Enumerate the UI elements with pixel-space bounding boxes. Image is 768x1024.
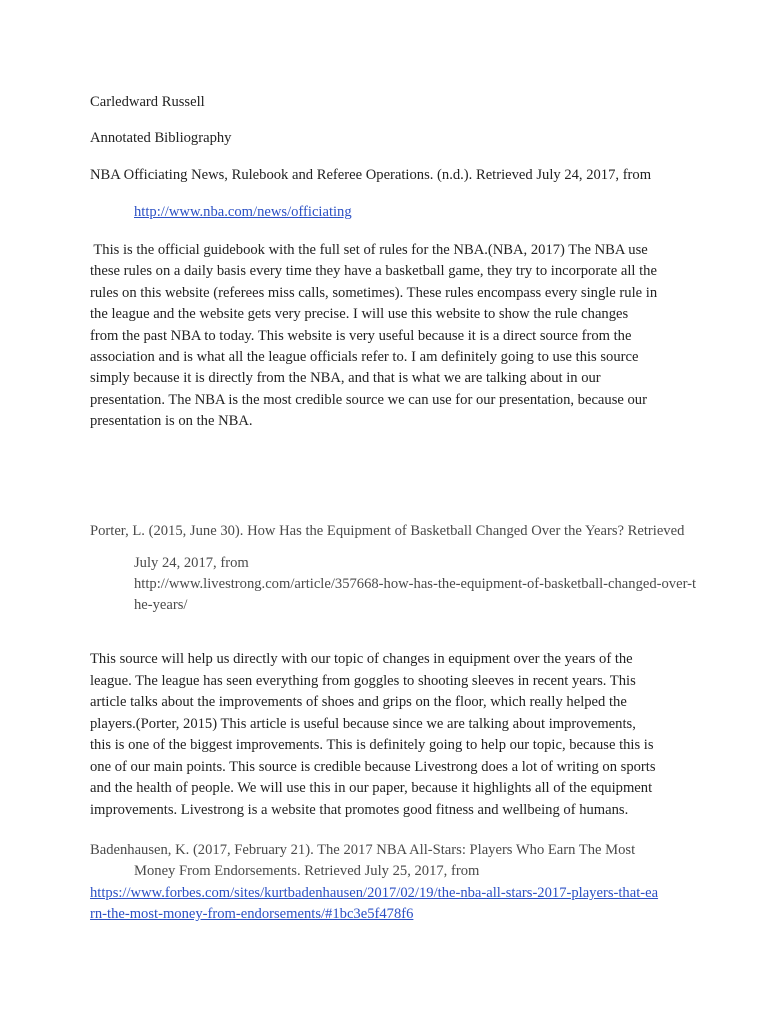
annotation-nba: [90, 240, 657, 433]
document-title: Annotated Bibliography: [90, 130, 232, 146]
citation-url-porter-cont: he-years/: [134, 597, 188, 613]
annotation-line: article talks about the improvements of shoes and grips on the floor, which really helped the: [90, 694, 627, 710]
annotation-line: players.(Porter, 2015) This article is useful because since we are talking about improvements,: [90, 715, 636, 732]
author-name: Carledward Russell: [90, 94, 205, 110]
annotation-line: these rules on a daily basis every time they have a basketball game, they try to incorporate all the: [90, 263, 657, 280]
annotation-line: this is one of the biggest improvements. This is definitely going to help our topic, because this is: [90, 737, 654, 753]
citation-url-porter: http://www.livestrong.com/article/357668-how-has-the-equipment-of-basketball-changed-over-t: [134, 576, 697, 592]
annotation-line: presentation is on the NBA.: [90, 413, 253, 430]
annotation-line: from the past NBA to today. This website is very useful because it is a direct source from the: [90, 327, 632, 344]
annotation-line: improvements. Livestrong is a website that promotes good fitness and wellbeing of humans.: [90, 801, 629, 818]
annotation-line: rules on this website (referees miss calls, sometimes). These rules encompass every single rule in: [90, 284, 658, 301]
annotation-line: presentation. The NBA is the most credible source we can use for our presentation, because our: [90, 391, 647, 408]
citation-porter-retrieved: July 24, 2017, from: [134, 555, 249, 571]
citation-badenhausen: Badenhausen, K. (2017, February 21). The 2017 NBA All-Stars: Players Who Earn The Most: [90, 842, 636, 858]
annotation-line: and the health of people. We will use this in our paper, because it highlights all of the equipment: [90, 780, 653, 796]
citation-porter: Porter, L. (2015, June 30). How Has the Equipment of Basketball Changed Over the Years? Retrieved: [90, 523, 685, 539]
citation-nba-officiating: NBA Officiating News, Rulebook and Referee Operations. (n.d.). Retrieved July 24, 2017, from: [90, 167, 652, 183]
annotation-line: This is the official guidebook with the full set of rules for the NBA.(NBA, 2017) The NBA use: [90, 242, 648, 258]
annotation-line: association and is what all the league officials refer to. I am definitely going to use this source: [90, 349, 639, 366]
citation-link-forbes[interactable]: https://www.forbes.com/sites/kurtbadenhausen/2017/02/19/the-nba-all-stars-2017-players-that-ea: [90, 885, 659, 901]
annotation-line: league. The league has seen everything from goggles to shooting sleeves in recent years. This: [90, 672, 636, 689]
citation-link-nba[interactable]: http://www.nba.com/news/officiating: [134, 204, 352, 220]
citation-badenhausen-cont: Money From Endorsements. Retrieved July 25, 2017, from: [134, 863, 480, 879]
annotation-line: one of our main points. This source is credible because Livestrong does a lot of writing on sports: [90, 758, 656, 775]
citation-link-forbes-cont[interactable]: rn-the-most-money-from-endorsements/#1bc3e5f478f6: [90, 906, 414, 922]
annotation-porter: [90, 649, 656, 821]
annotation-line: This source will help us directly with our topic of changes in equipment over the years of the: [90, 651, 633, 667]
annotation-line: the league and the website gets very precise. I will use this website to show the rule changes: [90, 306, 629, 323]
annotation-line: simply because it is directly from the NBA, and that is what we are talking about in our: [90, 370, 601, 387]
